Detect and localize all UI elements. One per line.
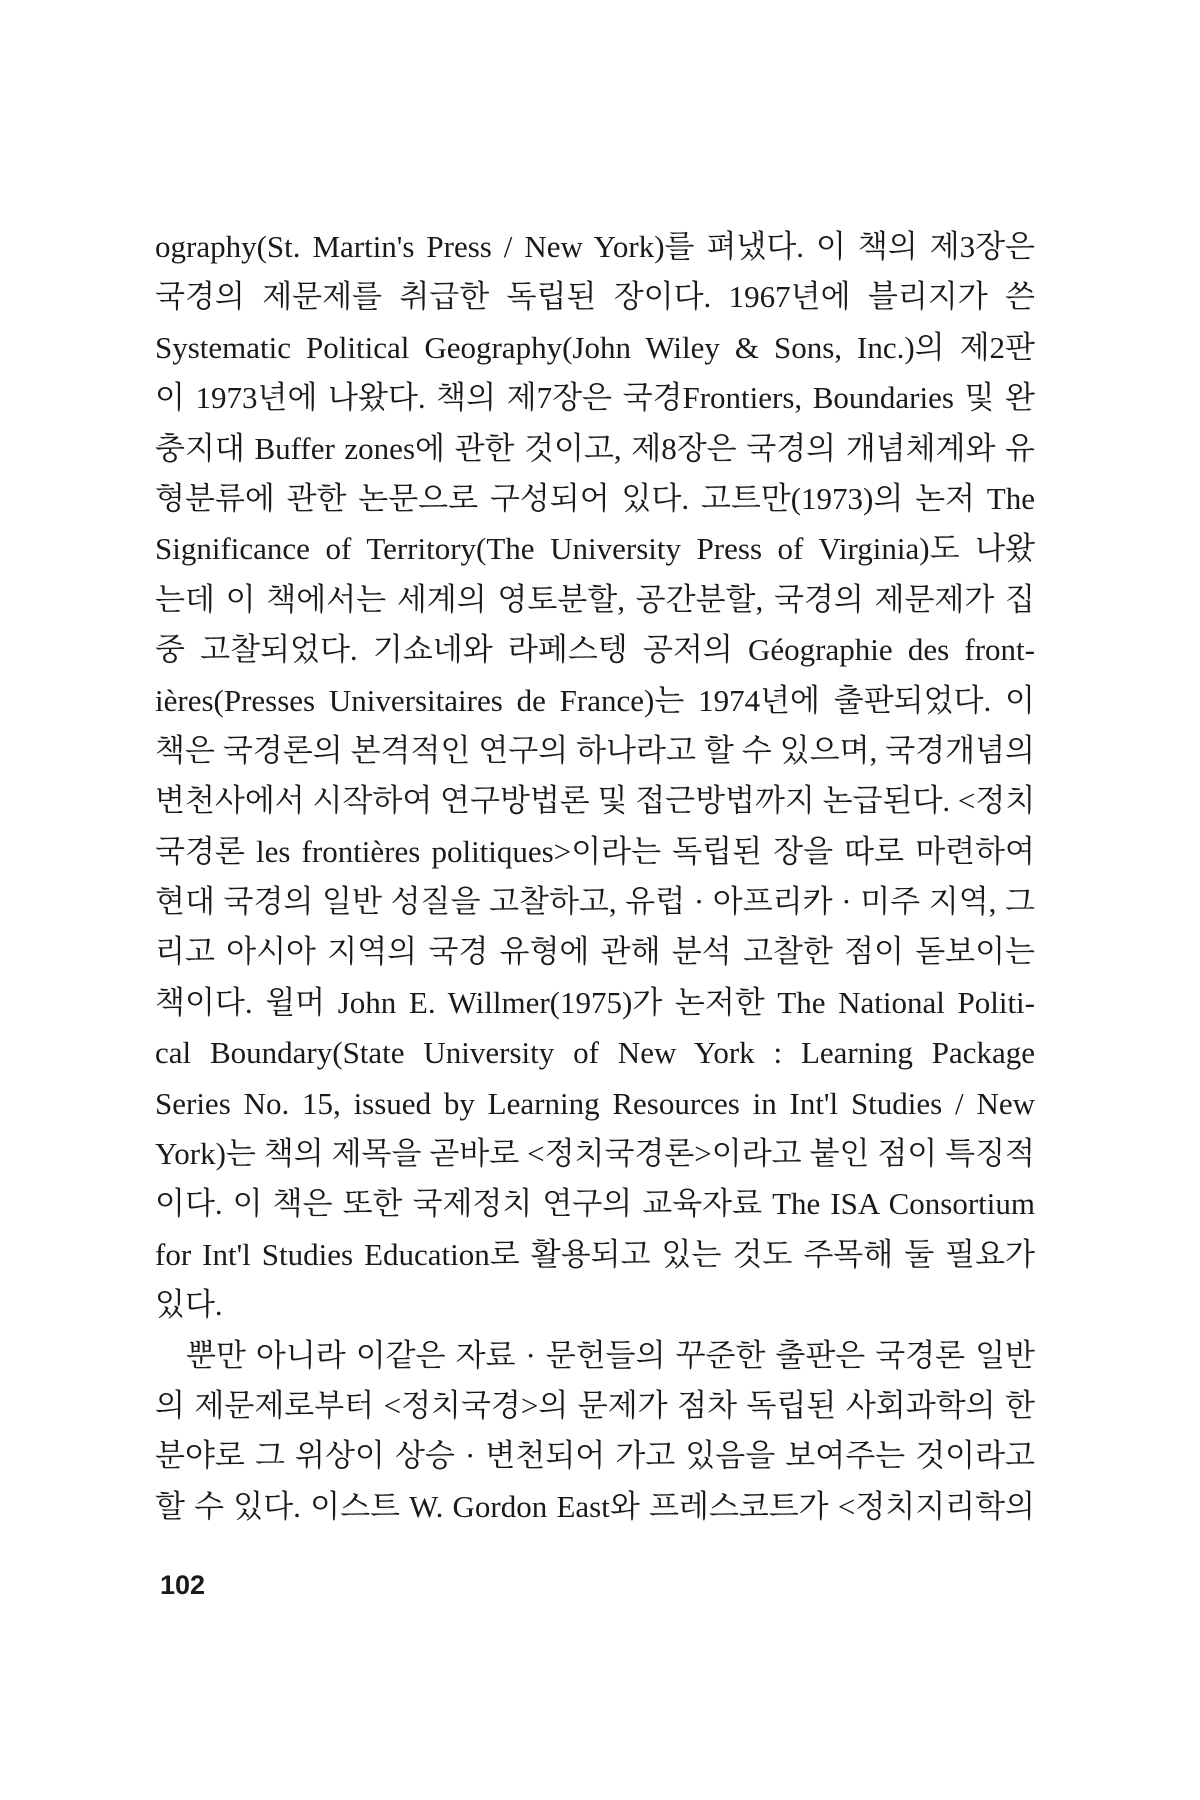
text-line: 이다. 이 책은 또한 국제정치 연구의 교육자료 The ISA Consortium [155,1186,1035,1222]
text-line: 이 1973년에 나왔다. 책의 제7장은 국경Frontiers, Boundaries 및 완 [155,380,1035,416]
text-line: 변천사에서 시작하여 연구방법론 및 접근방법까지 논급된다. <정치 [155,783,1035,819]
text-line: 국경론 les frontières politiques>이라는 독립된 장을 따로 마련하여 [155,833,1035,869]
text-line: ières(Presses Universitaires de France)는 1974년에 출판되었다. 이 [155,682,1035,718]
text-line: Series No. 15, issued by Learning Resources in Int'l Studies / New [155,1085,1035,1121]
text-line: 의 제문제로부터 <정치국경>의 문제가 점차 독립된 사회과학의 한 [155,1387,1035,1423]
paragraph [155,222,1035,1331]
text-line: for Int'l Studies Education로 활용되고 있는 것도 주목해 둘 필요가 [155,1236,1035,1272]
paragraph [155,1331,1035,1533]
text-line: 책은 국경론의 본격적인 연구의 하나라고 할 수 있으며, 국경개념의 [155,732,1035,768]
text-line: Systematic Political Geography(John Wiley & Sons, Inc.)의 제2판 [155,329,1035,365]
body-text [155,222,1035,1532]
text-line: 중 고찰되었다. 기쇼네와 라페스텡 공저의 Géographie des front- [155,632,1035,668]
text-line: 형분류에 관한 논문으로 구성되어 있다. 고트만(1973)의 논저 The [155,480,1035,516]
page-number: 102 [160,1570,206,1600]
text-line: York)는 책의 제목을 곧바로 <정치국경론>이라고 붙인 점이 특징적 [155,1136,1035,1172]
text-line: 할 수 있다. 이스트 W. Gordon East와 프레스코트가 <정치지리학의 [155,1488,1035,1524]
text-line: ography(St. Martin's Press / New York)를 펴냈다. 이 책의 제3장은 [155,229,1035,264]
text-line: Significance of Territory(The University Press of Virginia)도 나왔 [155,531,1035,567]
text-line: 충지대 Buffer zones에 관한 것이고, 제8장은 국경의 개념체계와 유 [155,430,1035,466]
text-line: cal Boundary(State University of New York : Learning Package [155,1035,1035,1071]
text-line: 리고 아시아 지역의 국경 유형에 관해 분석 고찰한 점이 돋보이는 [155,934,1035,970]
text-line: 는데 이 책에서는 세계의 영토분할, 공간분할, 국경의 제문제가 집 [155,581,1035,617]
text-line: 뿐만 아니라 이같은 자료 · 문헌들의 꾸준한 출판은 국경론 일반 [186,1337,1035,1373]
text-line: 있다. [155,1287,223,1323]
text-line: 분야로 그 위상이 상승 · 변천되어 가고 있음을 보여주는 것이라고 [155,1438,1035,1474]
text-line: 국경의 제문제를 취급한 독립된 장이다. 1967년에 블리지가 쓴 [155,279,1035,315]
text-line: 책이다. 윌머 John E. Willmer(1975)가 논저한 The National Politi- [155,984,1035,1020]
text-line: 현대 국경의 일반 성질을 고찰하고, 유럽 · 아프리카 · 미주 지역, 그 [155,884,1035,920]
